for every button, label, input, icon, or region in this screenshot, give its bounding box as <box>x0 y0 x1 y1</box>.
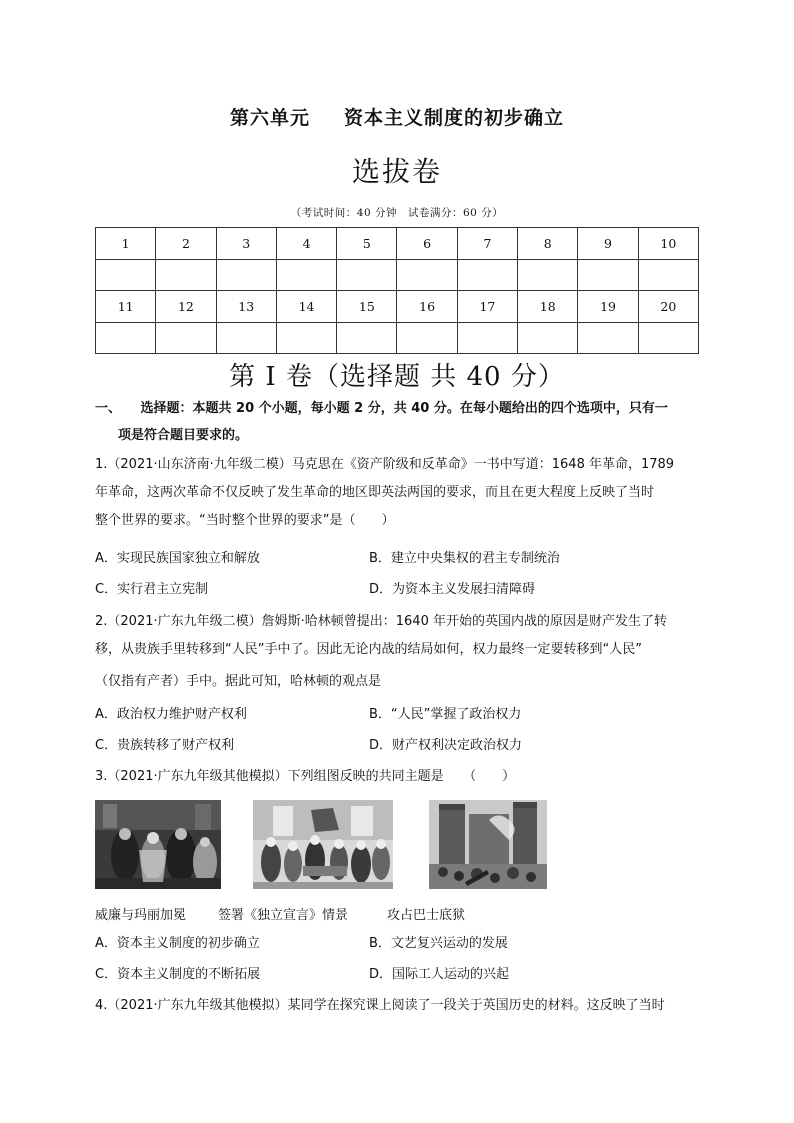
answer-cell[interactable] <box>638 259 698 291</box>
grid-number: 6 <box>397 228 457 260</box>
answer-cell[interactable] <box>457 322 517 354</box>
answer-grid-number-row <box>96 228 699 260</box>
question-1-text: 整个世界的要求。“当时整个世界的要求”是（ ） <box>95 513 395 528</box>
image-caption-declaration: 签署《独立宣言》情景 <box>218 908 349 923</box>
question-1-text: 1.（2021·山东济南·九年级二模）马克思在《资产阶级和反革命》一书中写道：1648 年革命，1789 <box>95 457 675 472</box>
section-instruction: 项是符合题目要求的。 <box>118 428 249 443</box>
question-3-option-b[interactable]: B．文艺复兴运动的发展 <box>369 936 508 951</box>
image-caption-coronation: 威廉与玛丽加冕 <box>95 908 187 923</box>
grid-number: 20 <box>638 291 698 323</box>
answer-cell[interactable] <box>397 259 457 291</box>
grid-number: 16 <box>397 291 457 323</box>
unit-number: 第六单元 <box>229 107 310 129</box>
grid-number: 11 <box>96 291 156 323</box>
answer-cell[interactable] <box>518 322 578 354</box>
answer-cell[interactable] <box>638 322 698 354</box>
question-2-text: 移，从贵族手里转移到“人民”手中了。因此无论内战的结局如何，权力最终一定要转移到“人民” <box>95 642 642 657</box>
grid-number: 7 <box>457 228 517 260</box>
answer-cell[interactable] <box>276 322 336 354</box>
question-2-text: 2.（2021·广东九年级二模）詹姆斯·哈林顿曾提出：1640 年开始的英国内战的原因是财产发生了转 <box>95 614 667 629</box>
answer-cell[interactable] <box>96 259 156 291</box>
grid-number: 17 <box>457 291 517 323</box>
image-caption-bastille: 攻占巴士底狱 <box>387 908 466 923</box>
answer-cell[interactable] <box>216 259 276 291</box>
grid-number: 18 <box>518 291 578 323</box>
grid-number: 12 <box>156 291 216 323</box>
question-2-text: （仅指有产者）手中。据此可知，哈林顿的观点是 <box>95 674 382 689</box>
question-2-option-c[interactable]: C．贵族转移了财产权利 <box>95 738 235 753</box>
bastille-storming-image <box>429 800 547 889</box>
answer-cell[interactable] <box>156 259 216 291</box>
grid-number: 8 <box>518 228 578 260</box>
answer-cell[interactable] <box>578 322 638 354</box>
grid-number: 2 <box>156 228 216 260</box>
grid-number: 9 <box>578 228 638 260</box>
question-2-option-b[interactable]: B．“人民”掌握了政治权力 <box>369 707 522 722</box>
question-3-option-a[interactable]: A．资本主义制度的初步确立 <box>95 936 260 951</box>
question-1-option-d[interactable]: D．为资本主义发展扫清障碍 <box>369 582 536 597</box>
unit-topic: 资本主义制度的初步确立 <box>344 107 565 129</box>
question-1-option-a[interactable]: A．实现民族国家独立和解放 <box>95 551 260 566</box>
answer-grid-number-row <box>96 291 699 323</box>
unit-title <box>0 103 794 130</box>
section-title: 第 I 卷（选择题 共 40 分） <box>229 362 565 392</box>
grid-number: 15 <box>337 291 397 323</box>
question-3-option-d[interactable]: D．国际工人运动的兴起 <box>369 967 510 982</box>
question-1-text: 年革命，这两次革命不仅反映了发生革命的地区即英法两国的要求，而且在更大程度上反映了当时 <box>95 485 655 500</box>
answer-cell[interactable] <box>397 322 457 354</box>
question-2-option-d[interactable]: D．财产权利决定政治权力 <box>369 738 523 753</box>
answer-cell[interactable] <box>578 259 638 291</box>
grid-number: 5 <box>337 228 397 260</box>
answer-cell[interactable] <box>337 259 397 291</box>
answer-grid-blank-row <box>96 259 699 291</box>
question-1-option-c[interactable]: C．实行君主立宪制 <box>95 582 209 597</box>
grid-number: 14 <box>276 291 336 323</box>
answer-cell[interactable] <box>96 322 156 354</box>
question-2-option-a[interactable]: A．政治权力维护财产权利 <box>95 707 247 722</box>
question-4-text: 4.（2021·广东九年级其他模拟）某同学在探究课上阅读了一段关于英国历史的材料。这反映了当时 <box>95 998 665 1013</box>
coronation-image <box>95 800 221 889</box>
answer-grid-blank-row <box>96 322 699 354</box>
answer-cell[interactable] <box>276 259 336 291</box>
answer-cell[interactable] <box>156 322 216 354</box>
question-1-option-b[interactable]: B．建立中央集权的君主专制统治 <box>369 551 560 566</box>
section-instruction: 一、 选择题：本题共 20 个小题，每小题 2 分，共 40 分。在每小题给出的四个选项中，只有一 <box>95 401 668 416</box>
grid-number: 1 <box>96 228 156 260</box>
answer-cell[interactable] <box>337 322 397 354</box>
grid-number: 19 <box>578 291 638 323</box>
answer-cell[interactable] <box>216 322 276 354</box>
grid-number: 13 <box>216 291 276 323</box>
answer-cell[interactable] <box>457 259 517 291</box>
declaration-signing-image <box>253 800 393 889</box>
question-3-option-c[interactable]: C．资本主义制度的不断拓展 <box>95 967 261 982</box>
answer-cell[interactable] <box>518 259 578 291</box>
question-3-text: 3.（2021·广东九年级其他模拟）下列组图反映的共同主题是 （ ） <box>95 769 516 784</box>
grid-number: 10 <box>638 228 698 260</box>
grid-number: 4 <box>276 228 336 260</box>
grid-number: 3 <box>216 228 276 260</box>
paper-type: 选拔卷 <box>351 155 442 188</box>
exam-info: （考试时间：40 分钟 试卷满分：60 分） <box>290 207 504 219</box>
answer-grid <box>95 227 699 354</box>
